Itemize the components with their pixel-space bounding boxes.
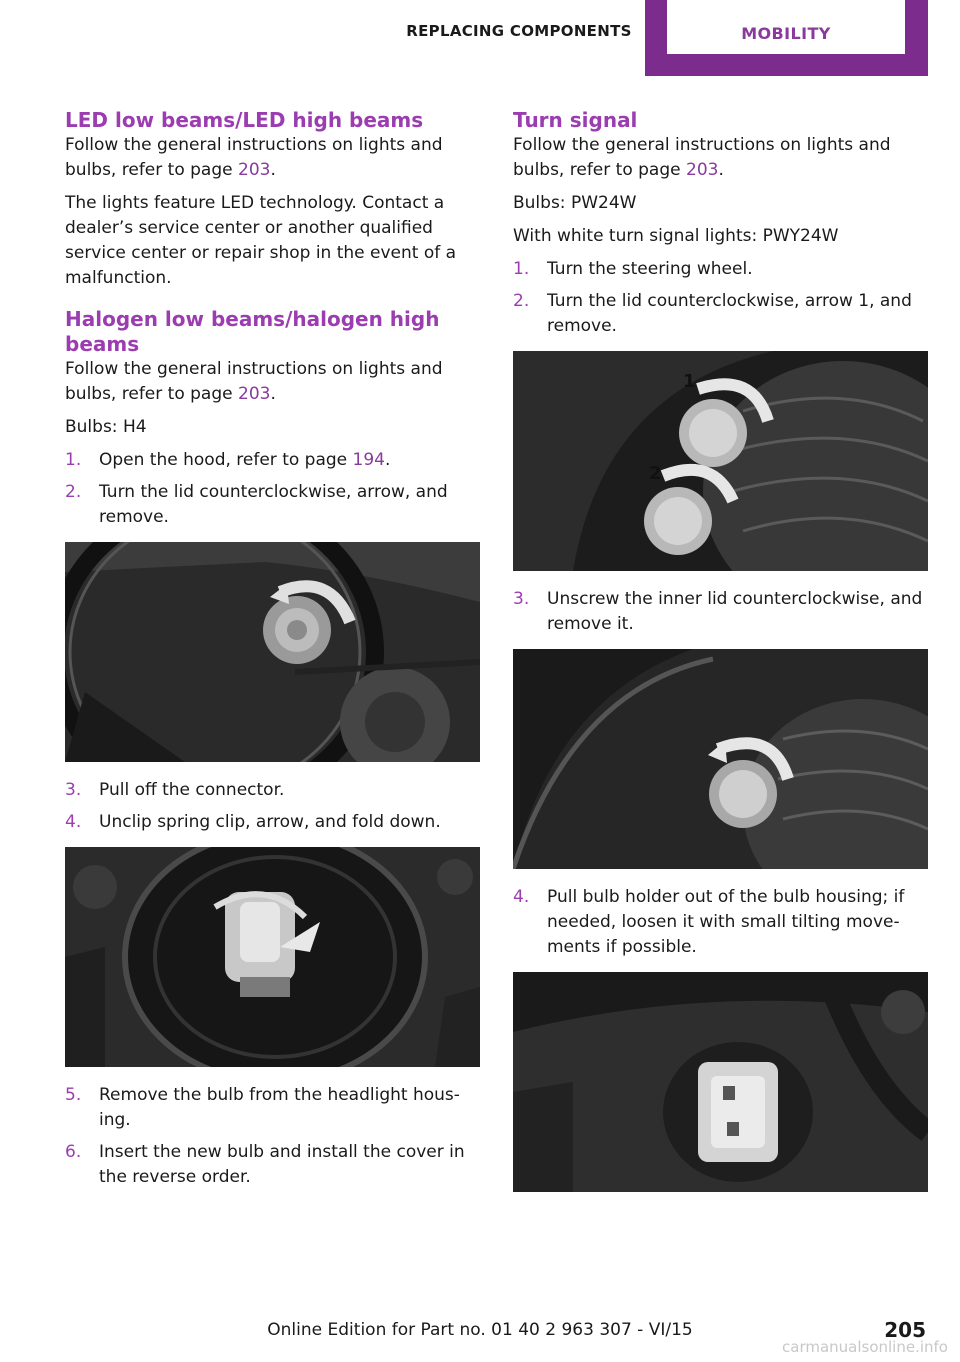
step-number: 2. [513, 291, 530, 311]
step-item [65, 480, 480, 530]
figure-label-1: 1 [683, 371, 696, 392]
halogen-steps-a [65, 448, 480, 530]
chapter-tab-label: MOBILITY [667, 0, 905, 54]
turn-p1-text: Follow the general instructions on lights and bulbs, refer to page [513, 135, 891, 180]
step-text: Turn the lid counterclockwise, arrow 1, and remove. [547, 291, 912, 336]
page-link-203[interactable]: 203 [238, 160, 271, 180]
step-number: 1. [65, 450, 82, 470]
step-text: Remove the bulb from the headlight hous‐ing. [99, 1085, 460, 1130]
turn-white-bulb-type: With white turn signal lights: PWY24W [513, 226, 839, 246]
turn-steps-b [513, 587, 928, 637]
step-item [65, 778, 480, 803]
step-text: Turn the lid counterclockwise, arrow, and remove. [99, 482, 448, 527]
running-header-section: REPLACING COMPONENTS [406, 22, 632, 40]
heading-led-beams: LED low beams/LED high beams [65, 108, 424, 132]
step-number: 6. [65, 1142, 82, 1162]
step-text: Pull off the connector. [99, 780, 285, 800]
halogen-steps-b [65, 778, 480, 835]
step-number: 5. [65, 1085, 82, 1105]
right-column [513, 108, 928, 1208]
step-number: 3. [65, 780, 82, 800]
step-text: Insert the new bulb and install the cover in the reverse order. [99, 1142, 465, 1187]
step-item [65, 810, 480, 835]
halogen-bulb-type: Bulbs: H4 [65, 417, 147, 437]
step-number: 3. [513, 589, 530, 609]
step-number: 4. [65, 812, 82, 832]
footer-edition: Online Edition for Part no. 01 40 2 963 307 - VI/15 [267, 1320, 693, 1340]
step-item [513, 885, 928, 960]
page-number: 205 [884, 1318, 926, 1342]
page-link-194[interactable]: 194 [352, 450, 385, 470]
step-item [65, 448, 480, 473]
turn-general-instructions [513, 133, 928, 183]
step-item [513, 289, 928, 339]
figure-spring-clip [65, 847, 480, 1067]
heading-turn-signal: Turn signal [513, 108, 638, 132]
step-item [513, 257, 928, 282]
turn-steps-a [513, 257, 928, 339]
step-number: 1. [513, 259, 530, 279]
page-link-203[interactable]: 203 [686, 160, 719, 180]
step-item [65, 1083, 480, 1133]
chapter-tab [645, 0, 928, 76]
led-p1-end: . [270, 160, 276, 180]
step-item [513, 587, 928, 637]
figure-label-2: 2 [649, 463, 662, 484]
step-item [65, 1140, 480, 1190]
halogen-steps-c [65, 1083, 480, 1190]
turn-bulb-type: Bulbs: PW24W [513, 193, 637, 213]
turn-p1-end: . [718, 160, 724, 180]
figure-inner-lid [513, 649, 928, 869]
led-p1-text: Follow the general instructions on lights and bulbs, refer to page [65, 135, 443, 180]
step-text: Unclip spring clip, arrow, and fold down. [99, 812, 441, 832]
led-general-instructions [65, 133, 480, 183]
left-column [65, 108, 480, 1198]
led-technology-note: The lights feature LED technology. Contact a dealer’s service center or another qualified service center or repair shop in the event of a malfunction. [65, 193, 457, 288]
watermark: carmanualsonline.info [782, 1338, 948, 1356]
turn-steps-c [513, 885, 928, 960]
halogen-p1-text: Follow the general instructions on lights and bulbs, refer to page [65, 359, 443, 404]
halogen-p1-end: . [270, 384, 276, 404]
step-text: Unscrew the inner lid counterclockwise, and remove it. [547, 589, 923, 634]
figure-wheel-arch-lids [513, 351, 928, 571]
page-link-203[interactable]: 203 [238, 384, 271, 404]
step-text: Open the hood, refer to page [99, 450, 353, 470]
step-text-end: . [384, 450, 391, 470]
step-text: Pull bulb holder out of the bulb housing; if needed, loosen it with small tilting move‐ments if possible. [547, 887, 905, 957]
figure-headlight-lid [65, 542, 480, 762]
step-number: 2. [65, 482, 82, 502]
heading-halogen-beams: Halogen low beams/halogen high beams [65, 307, 440, 356]
step-text: Turn the steering wheel. [547, 259, 753, 279]
step-number: 4. [513, 887, 530, 907]
figure-bulb-holder [513, 972, 928, 1192]
halogen-general-instructions [65, 357, 480, 407]
